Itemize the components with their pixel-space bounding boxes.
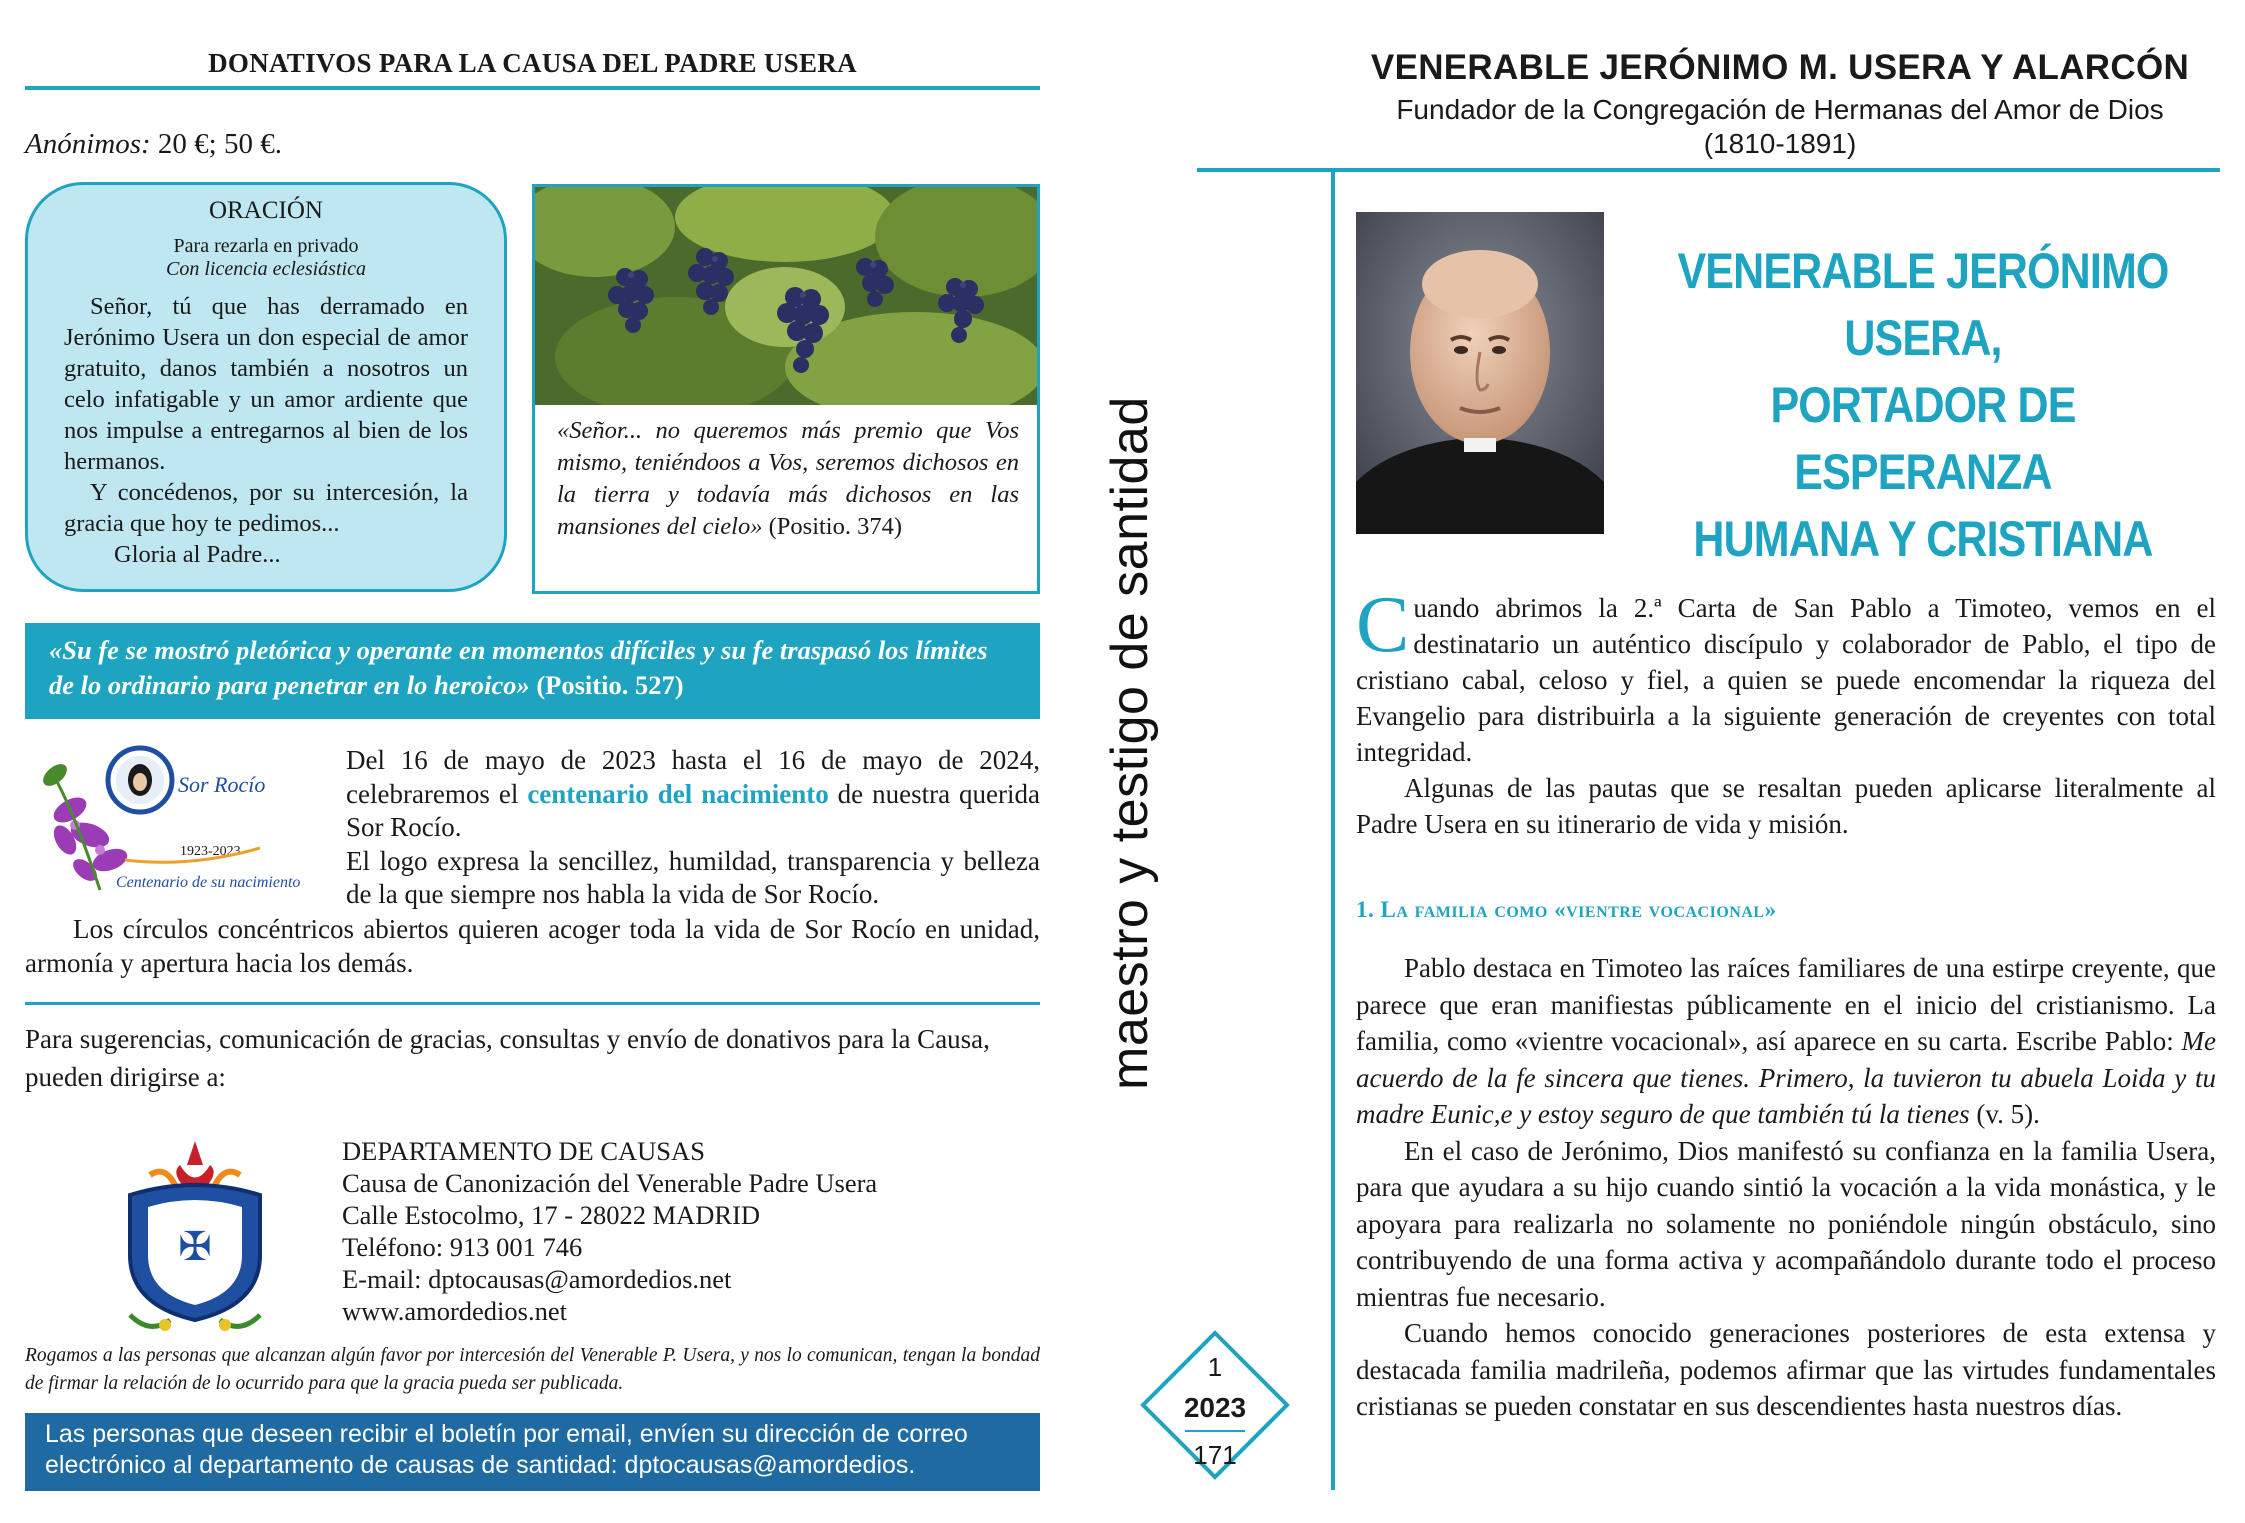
founder-line: Fundador de la Congregación de Hermanas del Amor de Dios bbox=[1396, 94, 2164, 125]
faith-quote-banner bbox=[25, 623, 1040, 719]
rogamos-note: Rogamos a las personas que alcanzan algún favor por intercesión del Venerable P. Usera, y nos lo comunican, tengan la bondad de firmar la relación de lo ocurrido para que la gracia pueda ser publicada. bbox=[25, 1345, 1040, 1394]
grapes-photo bbox=[535, 187, 1037, 405]
prayer-body bbox=[64, 291, 468, 539]
congregation-shield bbox=[110, 1135, 280, 1345]
right-page-title: VENERABLE JERÓNIMO M. USERA Y ALARCÓN bbox=[1370, 48, 2190, 87]
issue-year: 2023 bbox=[1183, 1392, 1247, 1423]
issue-total: 171 bbox=[1193, 1440, 1237, 1470]
usera-portrait bbox=[1356, 212, 1604, 534]
dept-name: DEPARTAMENTO DE CAUSAS bbox=[342, 1136, 705, 1166]
anon-label: Anónimos: bbox=[25, 128, 151, 160]
intro-paragraph-1: uando abrimos la 2.ª Carta de San Pablo a Timoteo, vemos en el destinatario un auténtico discípulo y colaborador de Pablo, el tipo de cristiano cabal, celoso y fiel, a quien se puede encomendar la riqueza del Evangelio para distribuirla a la siguiente generación de creyentes con total integridad. bbox=[1356, 593, 2216, 767]
dept-phone: Teléfono: 913 001 746 bbox=[342, 1232, 583, 1262]
left-page-title: DONATIVOS PARA LA CAUSA DEL PADRE USERA bbox=[208, 48, 857, 78]
headline-line-2: PORTADOR DE ESPERANZA bbox=[1770, 377, 2076, 500]
prayer-paragraph-2: Y concédenos, por su intercesión, la gracia que hoy te pedimos... bbox=[64, 479, 468, 537]
centenario-t3: El logo expresa la sencillez, humildad, transparencia y belleza de la que siempre nos habla la vida de Sor Rocío. bbox=[346, 845, 1040, 909]
grapes-quote-text: «Señor... no queremos más premio que Vos mismo, teniéndoos a Vos, seremos dichosos en la tierra y todavía más dichosos en las mansiones del cielo» bbox=[557, 417, 1019, 540]
banner-quote: «Su fe se mostró pletórica y operante en momentos difíciles y su fe traspasó los límites de lo ordinario para penetrar en lo heroico» bbox=[49, 635, 988, 700]
email-subscription-bar: Las personas que deseen recibir el boletín por email, envíen su dirección de correo electrónico al departamento de causas de santidad: dptocausas@amordedios. bbox=[25, 1413, 1040, 1491]
prayer-subtitle: Para rezarla en privado bbox=[173, 235, 359, 257]
section-paragraph-3: Cuando hemos conocido generaciones posteriores de esta extensa y destacada familia madrileña, podemos afirmar que las virtudes fundamentales cristianas se pueden constatar en sus descendientes hasta nuestros días. bbox=[1356, 1318, 2216, 1421]
sor-rocio-logo bbox=[30, 740, 310, 900]
prayer-box bbox=[25, 182, 507, 592]
prayer-title: ORACIÓN bbox=[209, 197, 323, 224]
anon-values: 20 €; 50 €. bbox=[150, 128, 282, 160]
dept-email[interactable]: E-mail: dptocausas@amordedios.net bbox=[342, 1264, 732, 1294]
centenario-text bbox=[346, 744, 1040, 912]
prayer-license: Con licencia eclesiástica bbox=[166, 258, 366, 280]
banner-ref: (Positio. 527) bbox=[529, 670, 684, 700]
intro-text bbox=[1356, 581, 2216, 842]
dept-address: Calle Estocolmo, 17 - 28022 MADRID bbox=[342, 1200, 761, 1230]
left-mid-rule bbox=[25, 1002, 1040, 1005]
anonymous-donations bbox=[25, 128, 282, 161]
right-page-subtitle bbox=[1330, 93, 2230, 161]
headline-line-3: HUMANA Y CRISTIANA bbox=[1693, 511, 2153, 567]
main-headline bbox=[1661, 238, 2186, 573]
dept-web[interactable]: www.amordedios.net bbox=[342, 1296, 567, 1326]
sor-logo-name: Sor Rocío bbox=[178, 772, 266, 797]
spine-vertical-rule bbox=[1331, 168, 1335, 1490]
dept-cause: Causa de Canonización del Venerable Padre Usera bbox=[342, 1168, 878, 1198]
life-years: (1810-1891) bbox=[1703, 128, 1857, 159]
grapes-quote-box bbox=[532, 184, 1040, 594]
centenario-t1: Del 16 de mayo de 2023 hasta el 16 de mayo de 2024, celebraremos el bbox=[346, 745, 1040, 809]
suggestions-text: Para sugerencias, comunicación de gracias, consultas y envío de donativos para la Causa, pueden dirigirse a: bbox=[25, 1024, 990, 1092]
issue-number: 1 bbox=[1207, 1352, 1223, 1382]
section-p1-text: Pablo destaca en Timoteo las raíces familiares de una estirpe creyente, que parece que eran manifiestas públicamente en el inicio del cristianismo. La familia, como «vientre vocacional», así aparece en su carta. Escribe Pablo: bbox=[1356, 953, 2216, 1056]
section-paragraph-1 bbox=[1356, 950, 2216, 1133]
grapes-quote-ref: (Positio. 374) bbox=[762, 513, 903, 540]
sor-logo-years: 1923-2023 bbox=[180, 844, 241, 859]
section-title: 1. La familia como «vientre vocacional» bbox=[1356, 897, 1777, 922]
top-right-rule bbox=[1197, 168, 2220, 172]
intro-paragraph-2: Algunas de las pautas que se resaltan pueden aplicarse literalmente al Padre Usera en su itinerario de vida y misión. bbox=[1356, 773, 2216, 839]
section-p1-quote: Me acuerdo de la fe sincera que tienes. Primero, la tuvieron tu abuela Loida y tu madre Eunic,e y estoy seguro de que también tú la tienes bbox=[1356, 1026, 2216, 1129]
centenario-t2: de nuestra querida Sor Rocío. bbox=[346, 778, 1040, 842]
centenario-highlight: centenario del nacimiento bbox=[527, 778, 829, 809]
prayer-gloria: Gloria al Padre... bbox=[114, 541, 281, 568]
centenario-circles-text: Los círculos concéntricos abiertos quieren acoger toda la vida de Sor Rocío en unidad, armonía y apertura hacia los demás. bbox=[25, 914, 1040, 978]
section-p1-ref: (v. 5). bbox=[1969, 1099, 2040, 1129]
spine-title: maestro y testigo de santidad bbox=[1101, 396, 1159, 1090]
headline-line-1: VENERABLE JERÓNIMO USERA, bbox=[1677, 243, 2169, 366]
sor-logo-caption: Centenario de su nacimiento bbox=[116, 874, 301, 891]
section-paragraph-2: En el caso de Jerónimo, Dios manifestó su confianza en la familia Usera, para que ayudara a su hijo cuando sintió la vocación a la vida monástica, y le apoyara para realizarla no solamente no poniéndole ningún obstáculo, sino contribuyendo de una forma activa y acompañándolo durante todo el proceso mientras fue necesario. bbox=[1356, 1135, 2216, 1312]
grapes-quote bbox=[557, 415, 1019, 543]
prayer-paragraph-1: Señor, tú que has derramado en Jerónimo Usera un don especial de amor gratuito, danos también a nosotros un celo infatigable y un amor ardiente que nos impulse a entregarnos al bien de los hermanos. bbox=[64, 293, 468, 475]
issue-divider bbox=[1185, 1430, 1245, 1432]
section-body bbox=[1356, 950, 2216, 1425]
svg-text:✠: ✠ bbox=[178, 1224, 212, 1269]
drop-cap: C bbox=[1356, 581, 1410, 669]
left-title-rule bbox=[25, 86, 1040, 90]
department-contact bbox=[342, 1135, 1042, 1327]
